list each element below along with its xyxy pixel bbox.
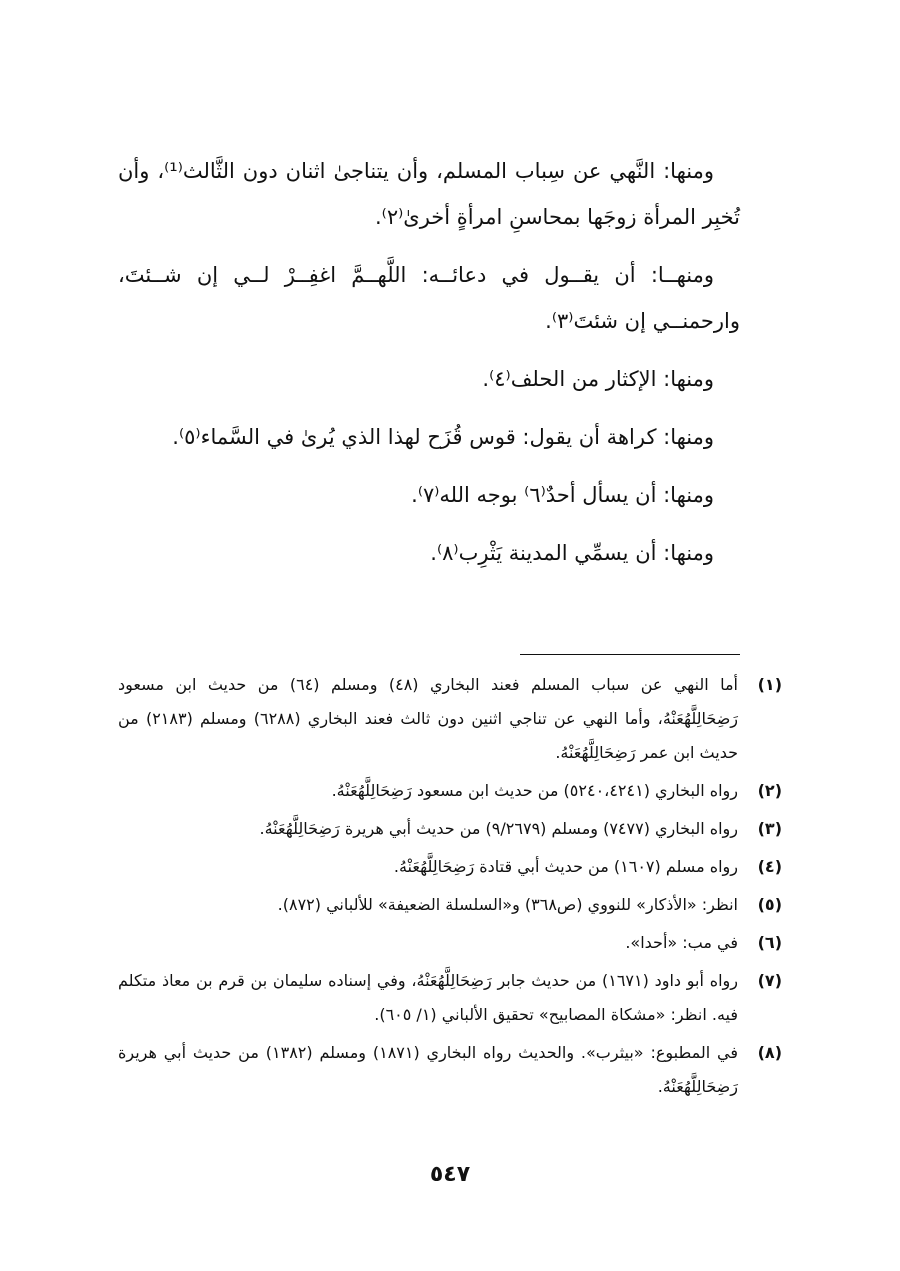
footnote-8 [118,1036,782,1104]
footnote-4 [118,850,782,884]
footnote-number: (٥) [757,895,782,914]
footnote-text: انظر: «الأذكار» للنووي (ص٣٦٨) و«السلسلة الضعيفة» للألباني (٨٧٢). [277,895,738,914]
footnote-number: (٦) [757,933,782,952]
footnote-number: (٤) [757,857,782,876]
footnote-number: (٨) [757,1043,782,1062]
paragraph-6: ومنها: أن يسمِّي المدينة يَثْرِب⁽٨⁾. [430,541,714,565]
page-number: ٥٤٧ [429,1162,471,1187]
footnote-6 [118,926,782,960]
footnote-text: رواه مسلم (١٦٠٧) من حديث أبي قتادة رَضِحَالِلَّهُعَنْهُ. [393,857,738,876]
paragraph-3: ومنها: الإكثار من الحلف⁽٤⁾. [482,367,714,391]
footnote-text: رواه البخاري (٧٤٧٧) ومسلم (٩/٢٦٧٩) من حديث أبي هريرة رَضِحَالِلَّهُعَنْهُ. [259,819,738,838]
paragraph-2: ومنهــا: أن يقــول في دعائــه: اللَّهــمَّ اغفِــرْ لــي إن شــئتَ، وارحمنــي إن شئتَ⁽٣⁾. [118,263,740,333]
main-text-body [118,148,740,588]
footnote-number: (٧) [757,971,782,990]
footnotes-section [118,668,782,1108]
footnote-number: (٣) [757,819,782,838]
footnote-7 [118,964,782,1032]
footnote-5 [118,888,782,922]
footnote-text: رواه البخاري (٥٢٤٠،٤٢٤١) من حديث ابن مسعود رَضِحَالِلَّهُعَنْهُ. [331,781,738,800]
footnote-divider [520,654,740,655]
footnote-1 [118,668,782,770]
footnote-number: (١) [757,675,782,694]
paragraph-5: ومنها: أن يسأل أحدٌ⁽٦⁾ بوجه الله⁽٧⁾. [411,483,714,507]
paragraph-1: ومنها: النَّهي عن سِباب المسلم، وأن يتناجىٰ اثنان دون الثَّالث⁽¹⁾، وأن تُخبِر المرأة زوجَها بمحاسنِ امرأةٍ أخرىٰ⁽٢⁾. [118,159,740,229]
footnote-number: (٢) [757,781,782,800]
footnote-2 [118,774,782,808]
footnote-text: في المطبوع: «بيثرب». والحديث رواه البخاري (١٨٧١) ومسلم (١٣٨٢) من حديث أبي هريرة رَضِحَالِلَّهُعَنْهُ. [118,1043,739,1096]
footnote-3 [118,812,782,846]
footnote-text: أما النهي عن سباب المسلم فعند البخاري (٤٨) ومسلم (٦٤) من حديث ابن مسعود رَضِحَالِلَّهُعَنْهُ، وأما النهي عن تناجي اثنين دون ثالث فعند البخاري (٦٢٨٨) ومسلم (٢١٨٣) من حديث ابن عمر رَضِحَالِلَّهُعَنْهُ. [118,675,739,762]
footnote-text: في مب: «أحدا». [625,933,738,952]
footnote-text: رواه أبو داود (١٦٧١) من حديث جابر رَضِحَالِلَّهُعَنْهُ، وفي إسناده سليمان بن قرم بن معاذ متكلم فيه. انظر: «مشكاة المصابيح» تحقيق الألباني (١/ ٦٠٥). [118,971,738,1024]
paragraph-4: ومنها: كراهة أن يقول: قوس قُزَح لهذا الذي يُرىٰ في السَّماء⁽٥⁾. [172,425,714,449]
